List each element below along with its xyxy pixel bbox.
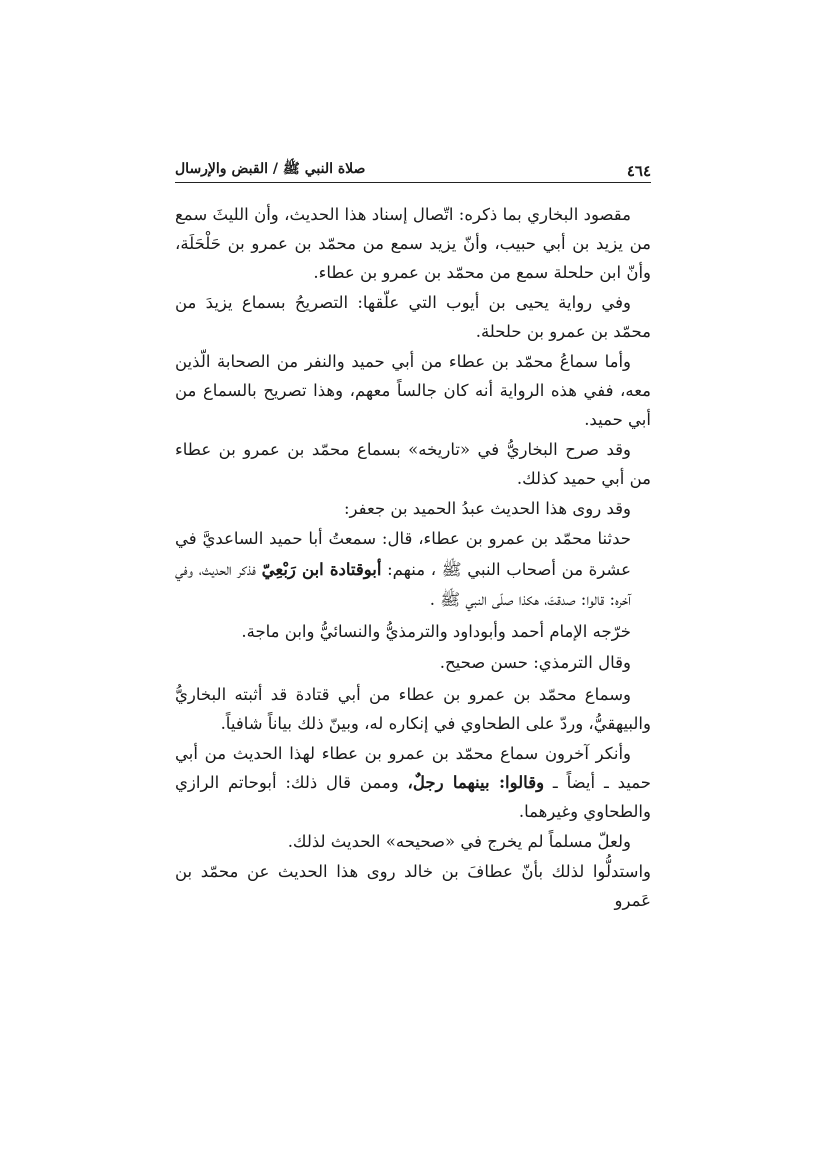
quote-paragraph: خرّجه الإمام أحمد وأبوداود والترمذيُّ والنسائيُّ وابن ماجة. <box>241 621 631 641</box>
quote-block <box>175 524 651 679</box>
paragraph-text: وأنكر آخرون سماع محمّد بن عمرو بن عطاء لهذا الحديث من أبي حميد ـ أيضاً ـ <box>175 743 651 792</box>
paragraph: ولعلّ مسلماً لم يخرج في «صحيحه» الحديث لذلك. <box>287 831 631 851</box>
paragraph: واستدلُّوا لذلك بأنّ عطافَ بن خالد روى هذا الحديث عن محمّد بن عَمرو <box>175 861 651 910</box>
body-text <box>175 200 651 916</box>
paragraph-bold-text: وقالوا: بينهما رجلٌ، <box>407 772 545 792</box>
quote-text: فذكر الحديث، وفي آخره: قالوا: صدقتَ، هكذا صلّى النبي ﷺ . <box>175 559 631 609</box>
paragraph: مقصود البخاري بما ذكره: اتّصال إسناد هذا الحديث، وأن الليثَ سمع من يزيد بن أبي حبيب، وأنّ يزيد سمع من محمّد بن عمرو بن حَلْحَلَة، وأنّ ابن حلحلة سمع من محمّد بن عمرو بن عطاء. <box>175 205 651 282</box>
page-number: ٤٦٤ <box>626 162 651 180</box>
paragraph-text: وممن قال ذلك: أبوحاتم الرازي والطحاوي وغيرهما. <box>175 772 651 821</box>
paragraph <box>175 739 651 826</box>
quote-paragraph <box>175 524 631 616</box>
paragraph: وأما سماعُ محمّد بن عطاء من أبي حميد والنفر من الصحابة الّذين معه، ففي هذه الرواية أنه كان جالساً معهم، وهذا تصريح بالسماع من أبي حميد. <box>175 352 651 429</box>
page-header <box>175 158 651 183</box>
paragraph: وسماع محمّد بن عمرو بن عطاء من أبي قتادة قد أثبته البخاريُّ والبيهقيُّ، وردّ على الطحاوي في إنكاره له، وبينّ ذلك بياناً شافياً. <box>175 684 651 733</box>
quote-text: حدثنا محمّد بن عمرو بن عطاء، قال: سمعتُ أبا حميد الساعديَّ في عشرة من أصحاب النبي ﷺ ، منهم: <box>175 529 631 579</box>
quote-paragraph: وقال الترمذي: حسن صحيح. <box>439 653 631 672</box>
paragraph: وفي رواية يحيى بن أيوب التي علّقها: التصريحُ بسماع يزيدَ من محمّد بن عمرو بن حلحلة. <box>175 293 651 341</box>
quote-bold-name: أبوقتادة ابن رَبْعِيّ <box>261 559 382 579</box>
paragraph: وقد روى هذا الحديث عبدُ الحميد بن جعفر: <box>344 499 631 518</box>
running-title: صلاة النبي ﷺ / القبض والإرسال <box>175 161 366 177</box>
paragraph: وقد صرح البخاريُّ في «تاريخه» بسماع محمّد بن عمرو بن عطاء من أبي حميد كذلك. <box>175 440 651 488</box>
